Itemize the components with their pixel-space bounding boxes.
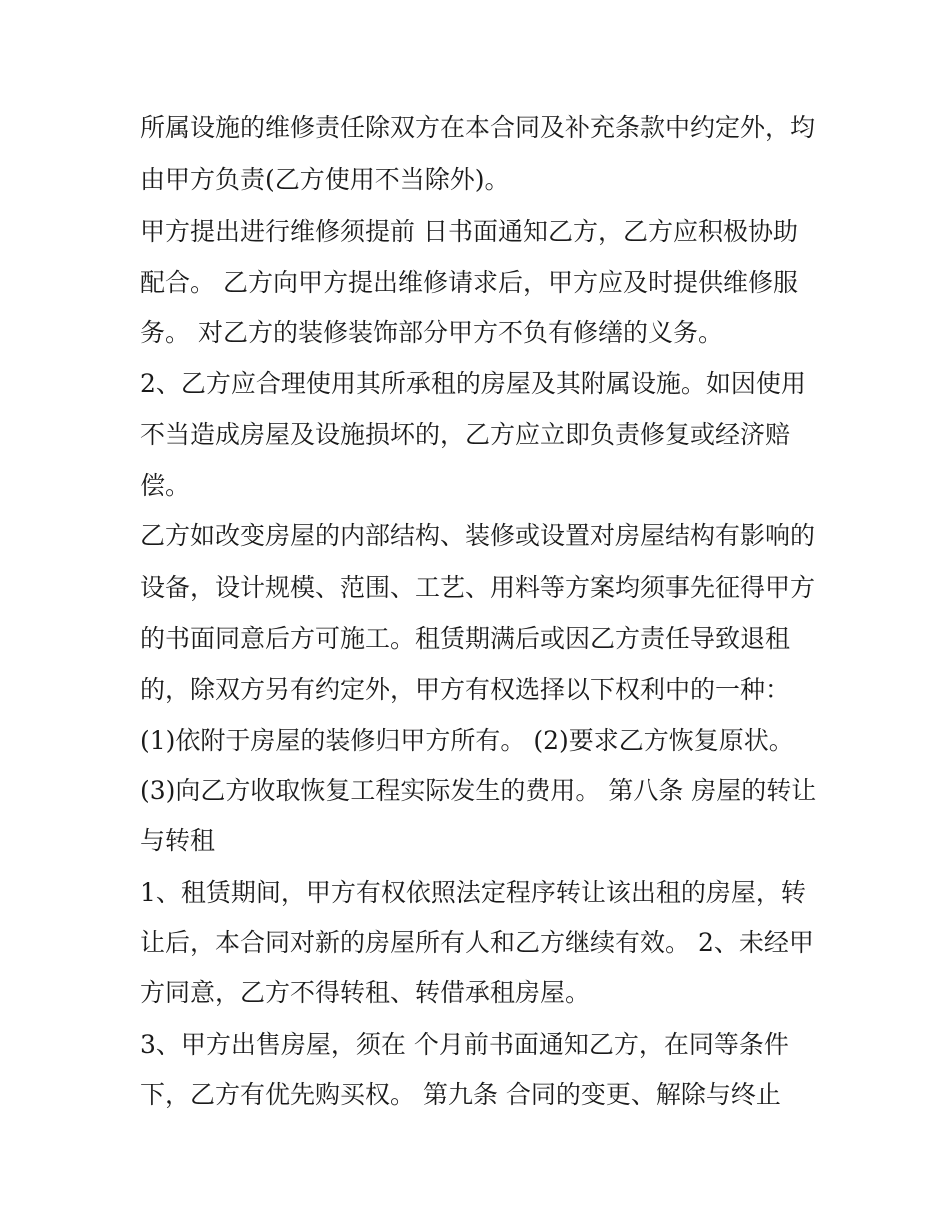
text-line: 由甲方负责(乙方使用不当除外)。 bbox=[140, 165, 510, 194]
text-line: 的，除双方另有约定外，甲方有权选择以下权利中的一种： bbox=[140, 675, 791, 704]
text-line: 偿。 bbox=[140, 471, 191, 500]
text-line: 务。 对乙方的装修装饰部分甲方不负有修缮的义务。 bbox=[140, 318, 723, 347]
text-line: 所属设施的维修责任除双方在本合同及补充条款中约定外，均 bbox=[140, 113, 816, 142]
text-line: 甲方提出进行维修须提前 日书面通知乙方，乙方应积极协助 bbox=[140, 217, 798, 246]
text-line: 设备，设计规模、范围、工艺、用料等方案均须事先征得甲方 bbox=[140, 573, 816, 602]
text-line: 3、甲方出售房屋，须在 个月前书面通知乙方，在同等条件 bbox=[140, 1030, 789, 1059]
text-line: (1)依附于房屋的装修归甲方所有。 (2)要求乙方恢复原状。 bbox=[140, 726, 794, 755]
text-line: 与转租 bbox=[140, 826, 216, 855]
text-line: 配合。 乙方向甲方提出维修请求后，甲方应及时提供维修服 bbox=[140, 268, 798, 297]
text-line: 的书面同意后方可施工。租赁期满后或因乙方责任导致退租 bbox=[140, 624, 791, 653]
text-line: 方同意，乙方不得转租、转借承租房屋。 bbox=[140, 978, 591, 1007]
text-line: 2、乙方应合理使用其所承租的房屋及其附属设施。如因使用 bbox=[140, 369, 806, 398]
text-line: 下，乙方有优先购买权。 第九条 合同的变更、解除与终止 bbox=[140, 1080, 781, 1109]
text-line: 乙方如改变房屋的内部结构、装修或设置对房屋结构有影响的 bbox=[140, 521, 816, 550]
text-line: 1、租赁期间，甲方有权依照法定程序转让该出租的房屋，转 bbox=[140, 878, 806, 907]
text-line: (3)向乙方收取恢复工程实际发生的费用。 第八条 房屋的转让 bbox=[140, 776, 817, 805]
text-line: 不当造成房屋及设施损坏的，乙方应立即负责修复或经济赔 bbox=[140, 420, 791, 449]
text-line: 让后，本合同对新的房屋所有人和乙方继续有效。 2、未经甲 bbox=[140, 928, 814, 957]
